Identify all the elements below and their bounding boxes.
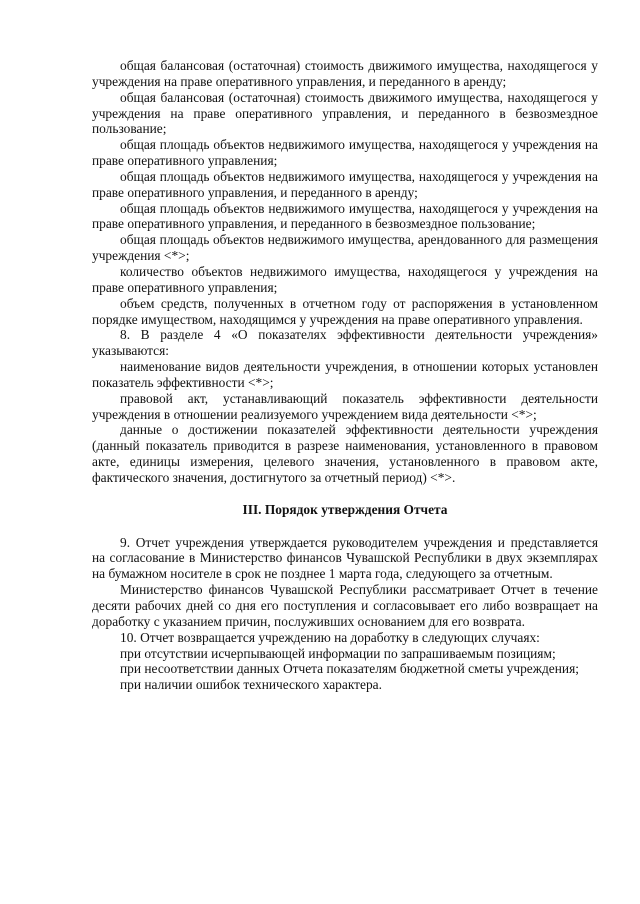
paragraph: количество объектов недвижимого имущества, находящегося у учреждения на праве оперативного управления; [92, 263, 598, 295]
paragraph: Министерство финансов Чувашской Республики рассматривает Отчет в течение десяти рабочих дней со дня его поступления и согласовывает его либо возвращает на доработку с указанием причин, послуживших основанием для его возврата. [92, 582, 598, 629]
paragraph: общая площадь объектов недвижимого имущества, находящегося у учреждения на праве оперативного управления; [92, 137, 598, 169]
paragraph: общая балансовая (остаточная) стоимость движимого имущества, находящегося у учреждения на праве оперативного управления, и переданного в аренду; [92, 58, 598, 89]
document-page [92, 58, 598, 693]
section-heading: III. Порядок утверждения Отчета [242, 501, 448, 517]
paragraph: при наличии ошибок технического характера. [120, 677, 382, 693]
paragraph: 9. Отчет учреждения утверждается руководителем учреждения и представляется на согласование в Министерство финансов Чувашской Республики в двух экземплярах на бумажном носителе в срок не позднее 1 марта года, следующего за отчетным. [92, 534, 598, 582]
paragraph: при отсутствии исчерпывающей информации по запрашиваемым позициям; [120, 645, 556, 661]
paragraph: при несоответствии данных Отчета показателям бюджетной сметы учреждения; [120, 661, 579, 677]
paragraph: общая площадь объектов недвижимого имущества, арендованного для размещения учреждения <*>; [92, 232, 598, 264]
paragraph: 8. В разделе 4 «О показателях эффективности деятельности учреждения» указываются: [92, 327, 598, 359]
paragraph: объем средств, полученных в отчетном году от распоряжения в установленном порядке имуществом, находящимся у учреждения на праве оперативного управления. [92, 295, 598, 327]
paragraph: правовой акт, устанавливающий показатель эффективности деятельности учреждения в отношении реализуемого учреждением вида деятельности <*>; [92, 390, 598, 422]
paragraph: общая площадь объектов недвижимого имущества, находящегося у учреждения на праве оперативного управления, и переданного в аренду; [92, 168, 598, 200]
paragraph: наименование видов деятельности учреждения, в отношении которых установлен показатель эффективности <*>; [92, 359, 598, 390]
paragraph: данные о достижении показателей эффективности деятельности учреждения (данный показатель приводится в разрезе наименования, установленного в правовом акте, единицы измерения, целевого значения, установленного в правовом акте, фактического значения, достигнутого за отчетный период) <*>. [92, 422, 598, 485]
paragraph: 10. Отчет возвращается учреждению на доработку в следующих случаях: [120, 629, 540, 645]
paragraph: общая площадь объектов недвижимого имущества, находящегося у учреждения на праве оперативного управления, и переданного в безвозмездное пользование; [92, 200, 598, 232]
paragraph: общая балансовая (остаточная) стоимость движимого имущества, находящегося у учреждения на праве оперативного управления, и переданного в безвозмездное пользование; [92, 89, 598, 137]
